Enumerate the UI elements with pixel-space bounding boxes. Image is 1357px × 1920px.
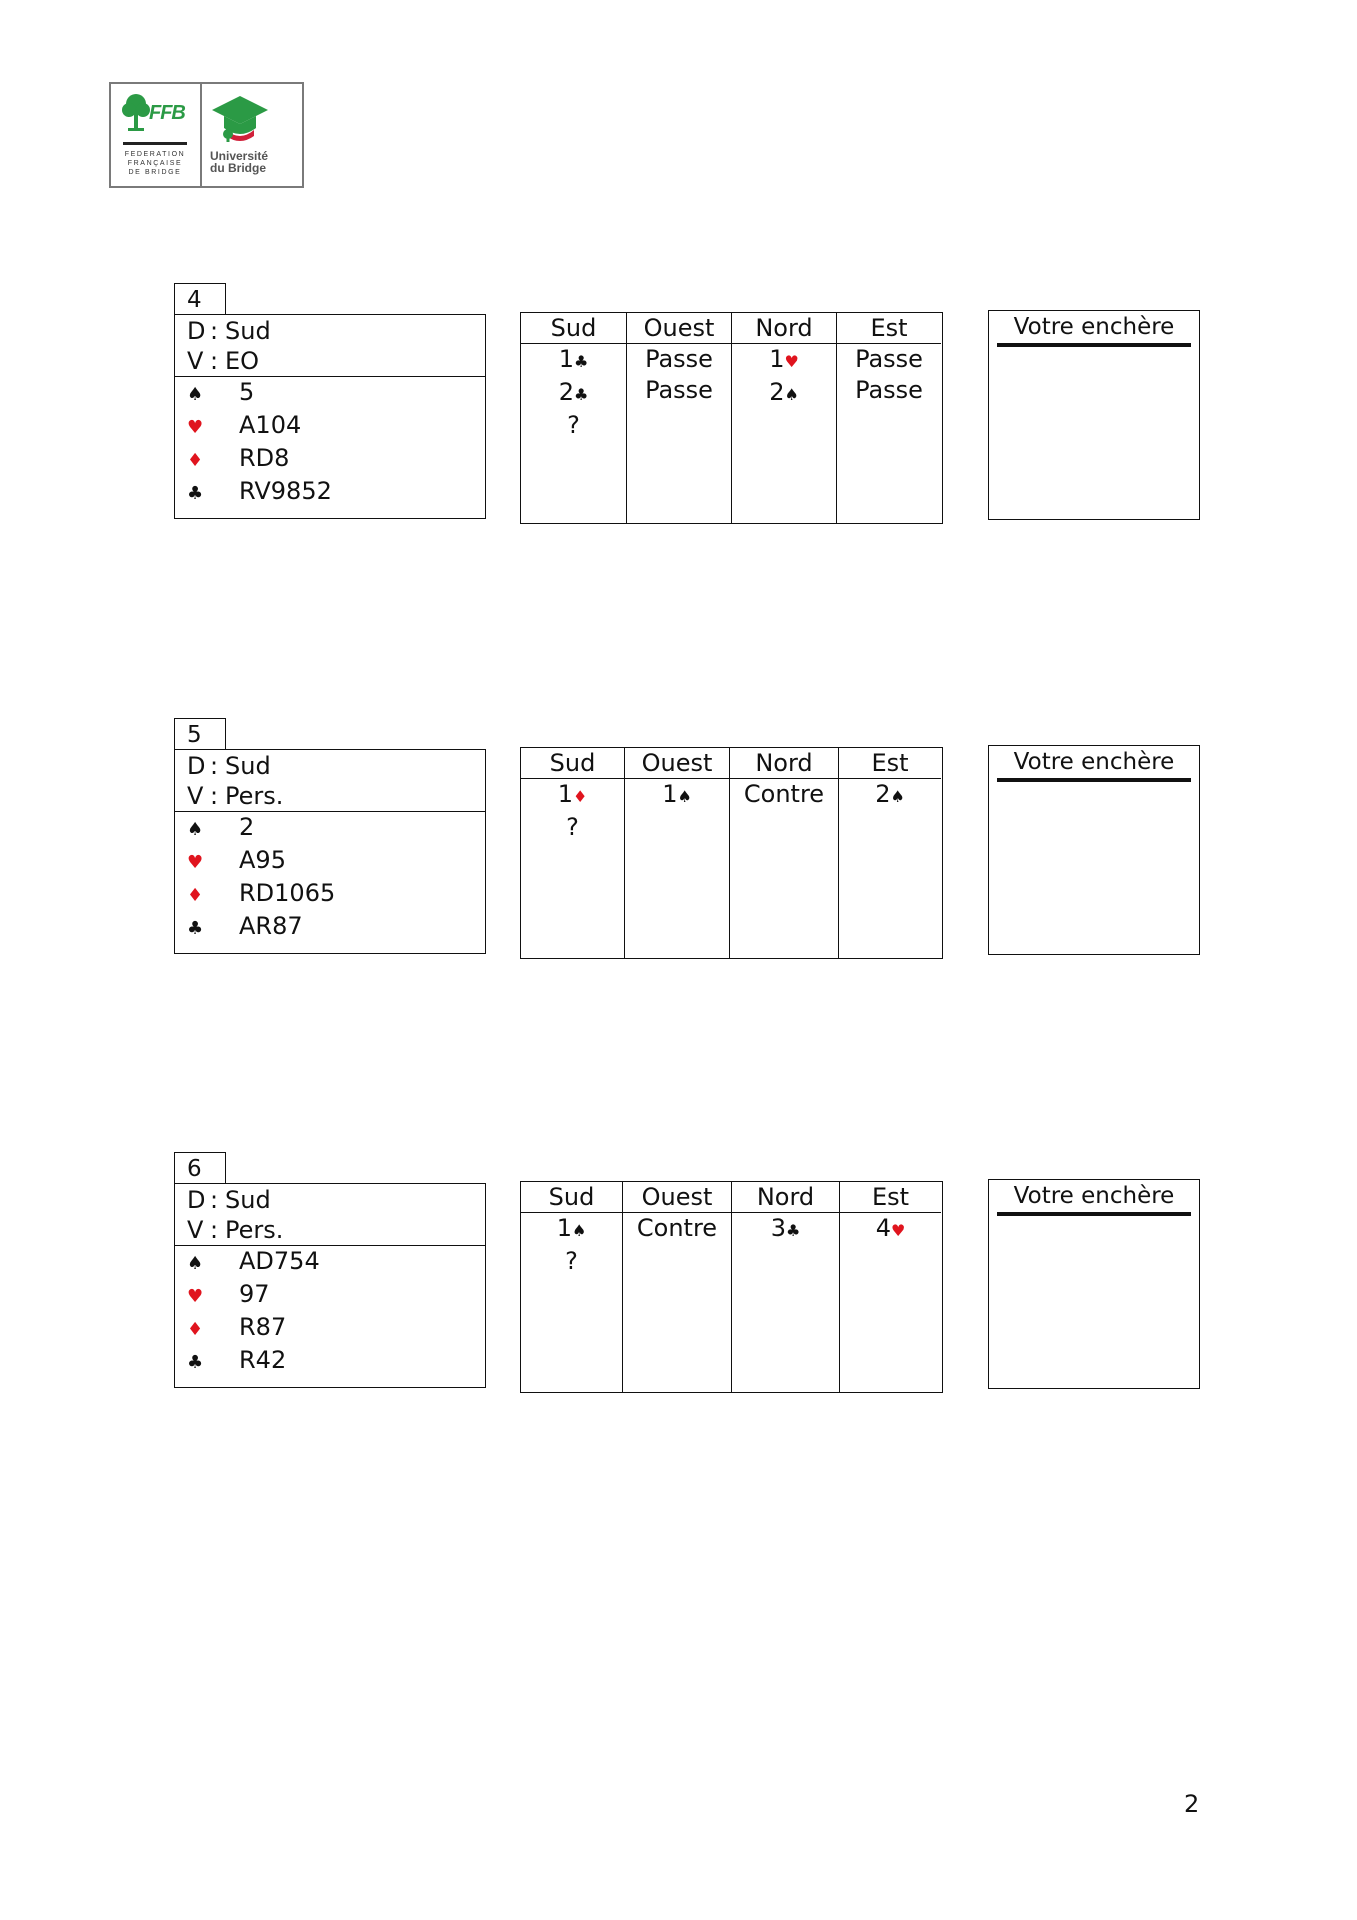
bid-level: 4 xyxy=(875,1214,891,1242)
suit-cards: R87 xyxy=(239,1313,287,1341)
suit-cards: AD754 xyxy=(239,1247,320,1275)
heart-icon: ♥ xyxy=(187,417,204,438)
heart-icon: ♥ xyxy=(784,352,799,371)
bidding-column xyxy=(627,313,732,523)
dealer-separator: : xyxy=(209,752,219,780)
bid-cell: Passe xyxy=(855,345,923,373)
suit-cards: 5 xyxy=(239,378,255,406)
vulnerability-label: V xyxy=(187,347,204,375)
bidding-header: Sud xyxy=(521,313,626,344)
hand-diagram xyxy=(174,749,486,954)
bidding-column xyxy=(732,313,837,523)
vulnerability-line xyxy=(187,346,485,376)
board-4 xyxy=(0,283,1357,533)
ffb-subtitle: FEDERATION FRANÇAISE DE BRIDGE xyxy=(124,151,186,176)
vulnerability-separator: : xyxy=(209,1216,219,1244)
bidding-column xyxy=(625,748,730,958)
spade-icon: ♠ xyxy=(890,787,905,806)
suit-cards: 2 xyxy=(239,813,255,841)
suit-row-club xyxy=(187,476,485,509)
ffb-wordmark: FFB xyxy=(149,102,185,124)
suit-row-spade xyxy=(187,1246,485,1279)
club-icon: ♣ xyxy=(573,385,589,404)
dealer-label: D xyxy=(187,752,206,780)
answer-title: Votre enchère xyxy=(1013,749,1175,775)
ffb-divider xyxy=(123,142,187,145)
bid-cell xyxy=(521,377,626,410)
bid-cell xyxy=(521,1213,622,1246)
bidding-header: Ouest xyxy=(623,1182,731,1213)
dealer-label: D xyxy=(187,1186,206,1214)
dealer-value: Sud xyxy=(225,752,271,780)
bid-cell xyxy=(625,779,729,812)
suit-cards: AR87 xyxy=(239,912,303,940)
bid-level: 2 xyxy=(769,378,785,406)
bidding-table xyxy=(520,312,943,524)
heart-icon: ♥ xyxy=(187,852,204,873)
bidding-header: Nord xyxy=(732,1182,839,1213)
suit-row-diamond xyxy=(187,878,485,911)
spade-icon: ♠ xyxy=(571,1221,587,1240)
bidding-header: Nord xyxy=(730,748,838,779)
bid-level: 1 xyxy=(557,780,573,808)
vulnerability-line xyxy=(187,1215,485,1245)
bidding-column xyxy=(837,313,941,523)
ffb-logo xyxy=(111,84,202,186)
bidding-header: Sud xyxy=(521,748,624,779)
vulnerability-label: V xyxy=(187,782,204,810)
hand-diagram xyxy=(174,1183,486,1388)
suit-row-diamond xyxy=(187,1312,485,1345)
bidding-header: Nord xyxy=(732,313,836,344)
answer-underline xyxy=(997,343,1191,347)
suit-row-club xyxy=(187,911,485,944)
bidding-column xyxy=(623,1182,732,1392)
club-icon: ♣ xyxy=(785,1221,801,1240)
bid-cell: Passe xyxy=(855,376,923,404)
answer-underline xyxy=(997,1212,1191,1216)
vulnerability-separator: : xyxy=(209,782,219,810)
suit-row-club xyxy=(187,1345,485,1378)
hand-cards xyxy=(175,377,485,509)
bidding-column xyxy=(840,1182,941,1392)
bid-cell: ? xyxy=(566,813,579,841)
vulnerability-line xyxy=(187,781,485,811)
bidding-column xyxy=(521,1182,623,1392)
dealer-label: D xyxy=(187,317,206,345)
bid-cell xyxy=(732,377,836,410)
club-icon: ♣ xyxy=(187,1352,204,1373)
bid-cell: Contre xyxy=(743,780,825,808)
dealer-separator: : xyxy=(209,1186,219,1214)
bidding-header: Sud xyxy=(521,1182,622,1213)
graduation-cap-icon xyxy=(210,94,270,146)
bidding-table xyxy=(520,747,943,959)
suit-row-heart xyxy=(187,845,485,878)
dealer-line xyxy=(187,751,485,781)
club-icon: ♣ xyxy=(187,483,204,504)
bidding-header: Est xyxy=(837,313,941,344)
suit-cards: RV9852 xyxy=(239,477,332,505)
diamond-icon: ♦ xyxy=(187,885,204,906)
bid-cell: Passe xyxy=(645,345,713,373)
bid-cell: ? xyxy=(565,1247,578,1275)
bid-cell xyxy=(840,1213,941,1246)
dealer-separator: : xyxy=(209,317,219,345)
vulnerability-label: V xyxy=(187,1216,204,1244)
universite-wordmark: Université du Bridge xyxy=(210,149,269,175)
board-number: 6 xyxy=(174,1152,226,1184)
dealer-line xyxy=(187,316,485,346)
bidding-column xyxy=(839,748,941,958)
hand-cards xyxy=(175,1246,485,1378)
suit-row-heart xyxy=(187,1279,485,1312)
board-number: 4 xyxy=(174,283,226,315)
suit-row-diamond xyxy=(187,443,485,476)
answer-box[interactable] xyxy=(988,310,1200,520)
vulnerability-value: Pers. xyxy=(225,1216,284,1244)
answer-title: Votre enchère xyxy=(1013,1183,1175,1209)
board-number: 5 xyxy=(174,718,226,750)
vulnerability-value: EO xyxy=(225,347,260,375)
answer-title: Votre enchère xyxy=(1013,314,1175,340)
tree-icon xyxy=(121,92,151,136)
spade-icon: ♠ xyxy=(187,384,204,405)
answer-box[interactable] xyxy=(988,1179,1200,1389)
header-logos xyxy=(109,82,304,188)
vulnerability-separator: : xyxy=(209,347,219,375)
bidding-header: Ouest xyxy=(625,748,729,779)
answer-underline xyxy=(997,778,1191,782)
spade-icon: ♠ xyxy=(677,787,692,806)
bid-cell xyxy=(521,779,624,812)
bid-level: 2 xyxy=(558,378,574,406)
bid-level: 3 xyxy=(770,1214,786,1242)
diamond-icon: ♦ xyxy=(187,450,204,471)
bid-cell: Contre xyxy=(636,1214,718,1242)
deal-info xyxy=(175,1184,485,1246)
suit-cards: R42 xyxy=(239,1346,287,1374)
bid-cell: ? xyxy=(567,411,580,439)
diamond-icon: ♦ xyxy=(187,1319,204,1340)
dealer-line xyxy=(187,1185,485,1215)
bidding-header: Ouest xyxy=(627,313,731,344)
bid-level: 1 xyxy=(558,345,574,373)
board-6 xyxy=(0,1152,1357,1402)
deal-info xyxy=(175,315,485,377)
bidding-column xyxy=(732,1182,840,1392)
universite-logo xyxy=(202,84,302,186)
diamond-icon: ♦ xyxy=(572,787,588,806)
deal-info xyxy=(175,750,485,812)
page-number: 2 xyxy=(1184,1790,1200,1818)
club-icon: ♣ xyxy=(573,352,589,371)
suit-cards: 97 xyxy=(239,1280,270,1308)
heart-icon: ♥ xyxy=(890,1221,906,1240)
bidding-header: Est xyxy=(840,1182,941,1213)
bid-cell xyxy=(732,344,836,377)
club-icon: ♣ xyxy=(187,918,204,939)
suit-row-spade xyxy=(187,377,485,410)
suit-cards: RD8 xyxy=(239,444,290,472)
dealer-value: Sud xyxy=(225,317,271,345)
bid-cell: Passe xyxy=(645,376,713,404)
spade-icon: ♠ xyxy=(187,819,204,840)
bidding-column xyxy=(730,748,839,958)
suit-cards: RD1065 xyxy=(239,879,336,907)
bidding-column xyxy=(521,313,627,523)
hand-cards xyxy=(175,812,485,944)
bid-level: 1 xyxy=(556,1214,572,1242)
bid-level: 2 xyxy=(875,780,891,808)
heart-icon: ♥ xyxy=(187,1286,204,1307)
suit-cards: A95 xyxy=(239,846,286,874)
bidding-header: Est xyxy=(839,748,941,779)
bid-level: 1 xyxy=(769,345,785,373)
bidding-table xyxy=(520,1181,943,1393)
bid-cell xyxy=(732,1213,839,1246)
dealer-value: Sud xyxy=(225,1186,271,1214)
suit-row-spade xyxy=(187,812,485,845)
bid-level: 1 xyxy=(662,780,678,808)
suit-row-heart xyxy=(187,410,485,443)
bid-cell xyxy=(521,344,626,377)
spade-icon: ♠ xyxy=(187,1253,204,1274)
bid-cell xyxy=(839,779,941,812)
hand-diagram xyxy=(174,314,486,519)
vulnerability-value: Pers. xyxy=(225,782,284,810)
spade-icon: ♠ xyxy=(784,385,799,404)
bidding-column xyxy=(521,748,625,958)
suit-cards: A104 xyxy=(239,411,302,439)
answer-box[interactable] xyxy=(988,745,1200,955)
board-5 xyxy=(0,718,1357,968)
